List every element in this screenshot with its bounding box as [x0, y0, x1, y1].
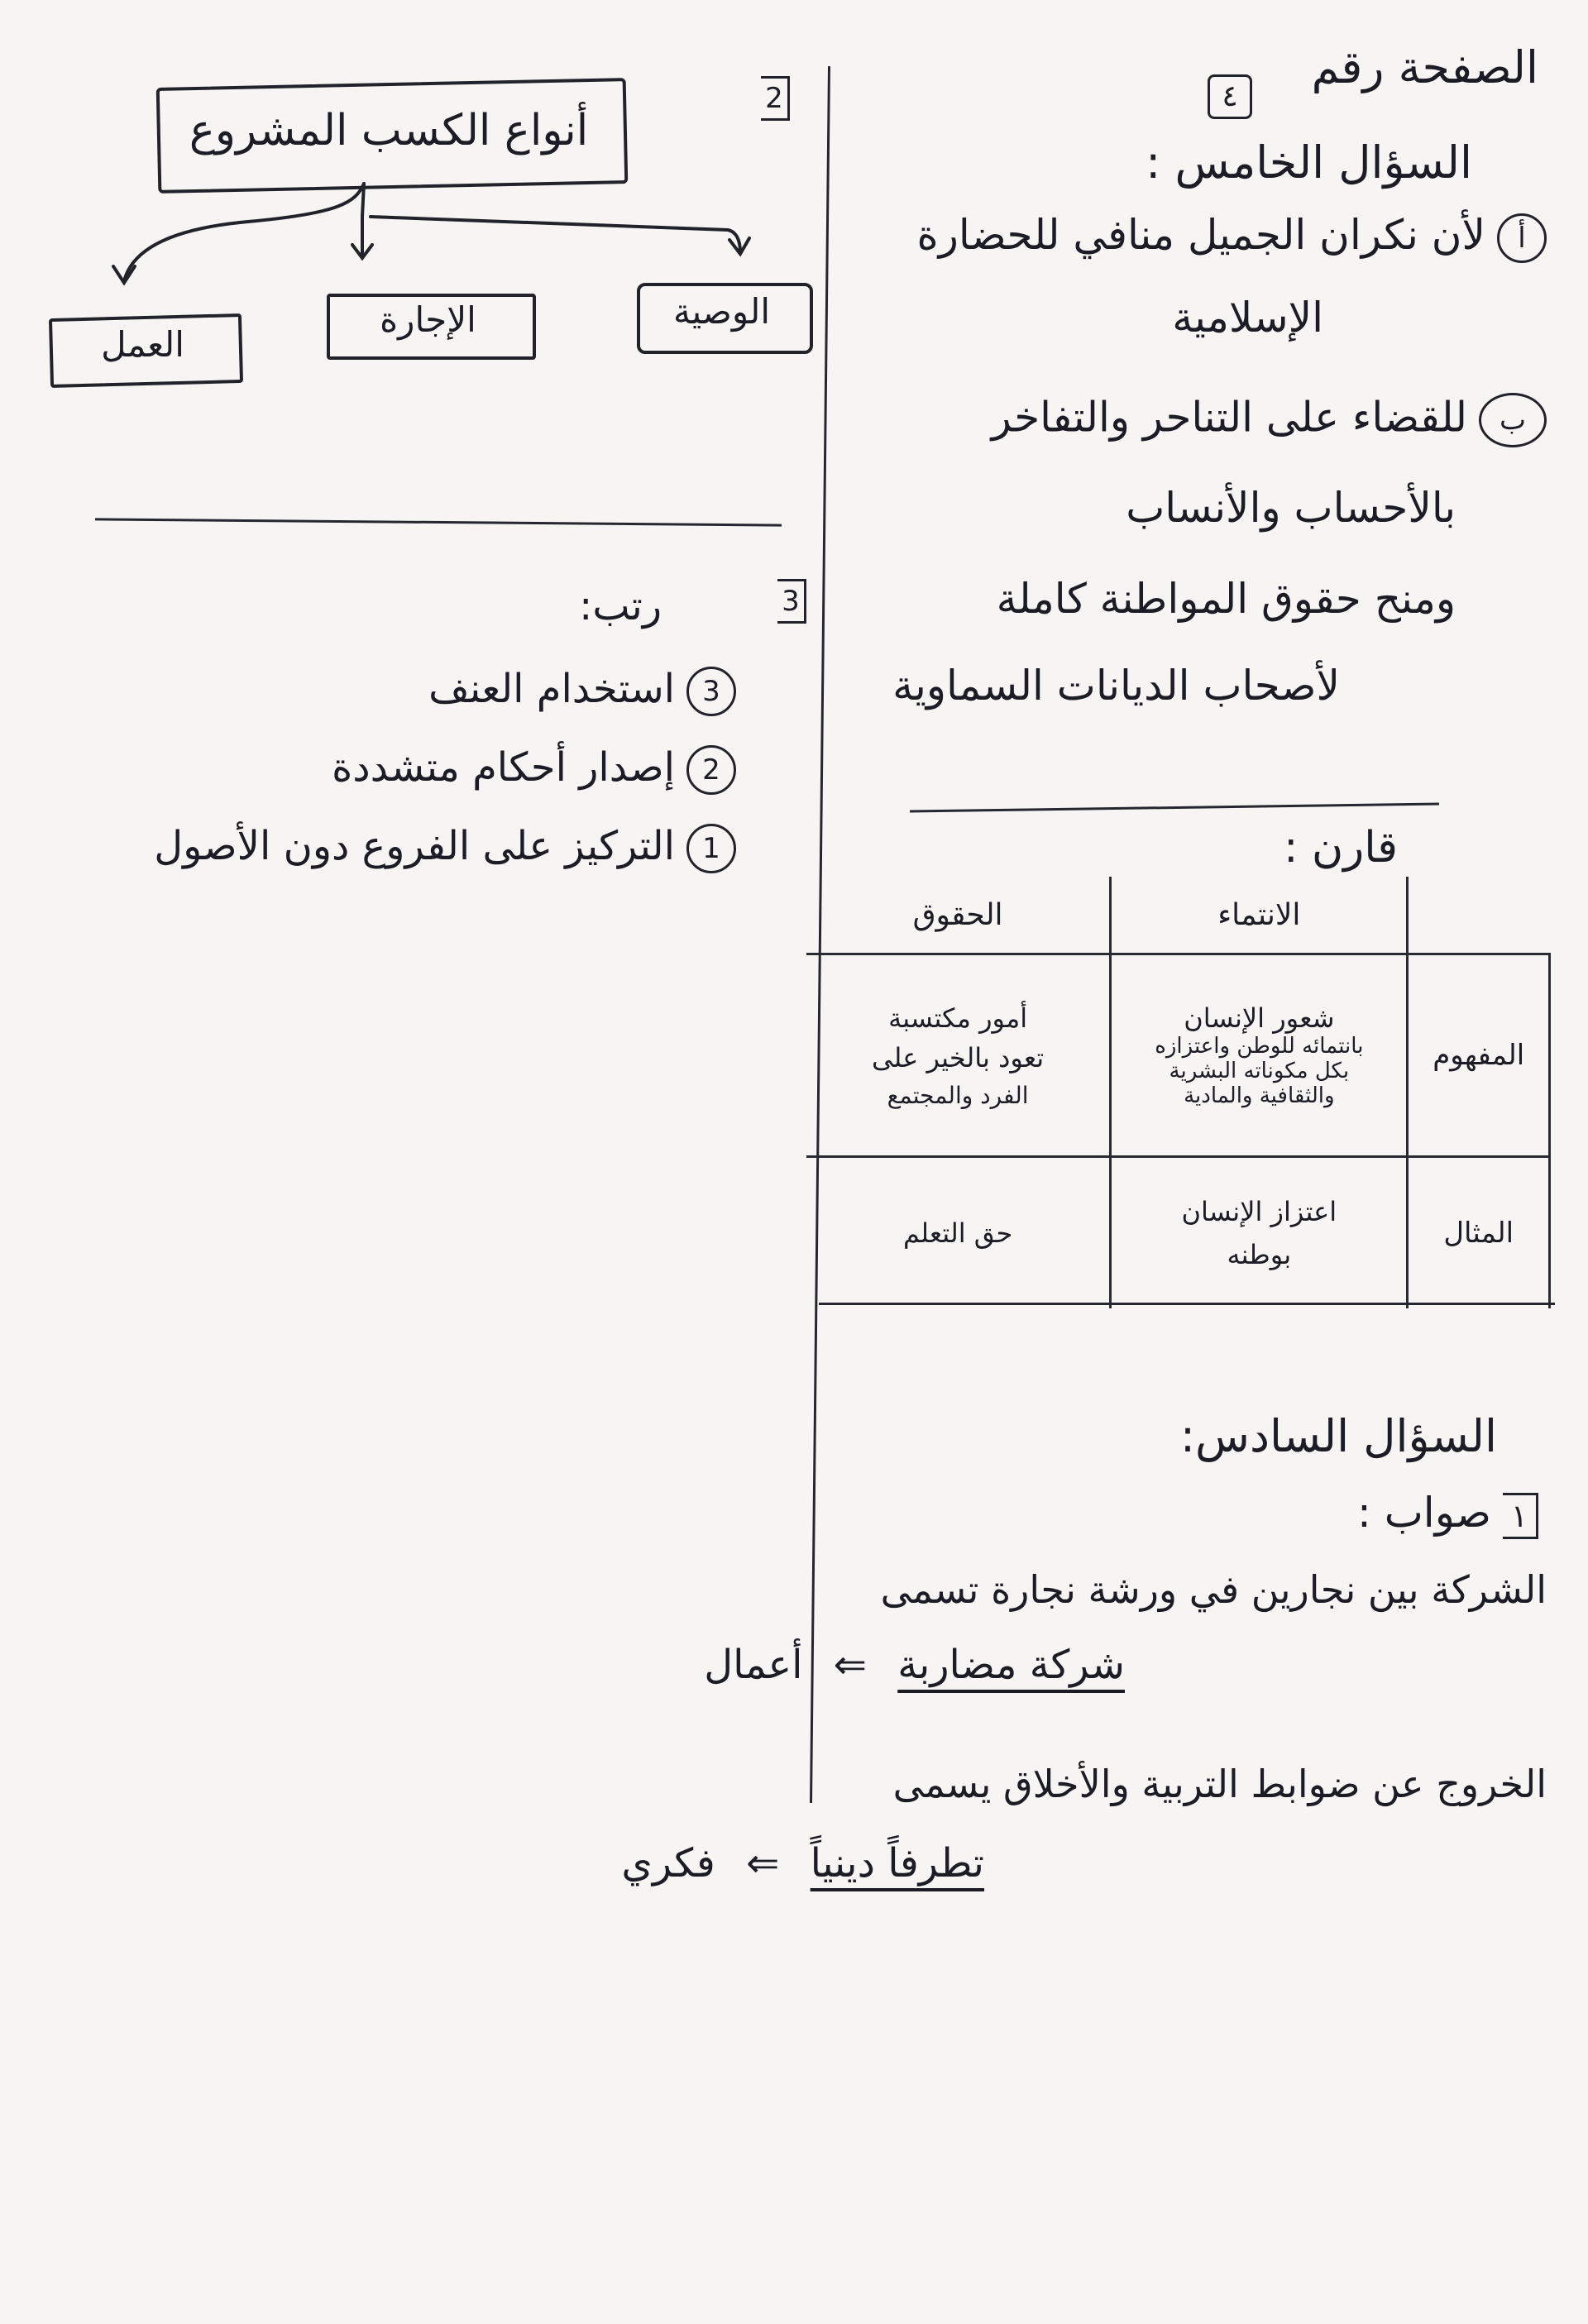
compare-title: قارن :	[1283, 823, 1398, 873]
cell-line: تعود بالخير على	[871, 1041, 1045, 1074]
table-cell-example-rights: حق التعلم	[806, 1157, 1111, 1309]
q6-line1: الشركة بين نجارين في ورشة نجارة تسمى	[880, 1567, 1547, 1612]
q6-wrong-term-2: تطرفاً دينياً	[810, 1840, 984, 1886]
table-row-concept-label: المفهوم	[1408, 954, 1550, 1157]
table-cell-example-belonging	[1111, 1157, 1408, 1309]
q5-b-line3: ومنح حقوق المواطنة كاملة	[996, 575, 1456, 623]
comparison-table	[806, 877, 1551, 1308]
q3-title: رتب:	[579, 583, 662, 629]
table-cell-concept-belonging	[1111, 954, 1408, 1157]
cell-line: بوطنه	[1227, 1239, 1292, 1270]
q3-item-1-num: 1	[686, 824, 736, 873]
cell-line: شعور الإنسان	[1184, 1002, 1335, 1034]
table-corner	[1408, 877, 1550, 954]
q6-line4	[621, 1840, 984, 1886]
q5-separator	[910, 803, 1439, 813]
table-header-rights: الحقوق	[806, 877, 1111, 954]
q2-item-3: العمل	[101, 324, 184, 365]
q6-sub: ١صواب :	[1357, 1489, 1538, 1539]
q3-number: 3	[777, 579, 806, 624]
q6-marker: ١	[1510, 1498, 1528, 1534]
arrow-icon: ⇐	[833, 1642, 867, 1688]
q3-item-2-num: 2	[686, 745, 736, 795]
table-row-example-label: المثال	[1408, 1157, 1550, 1309]
q6-line2	[704, 1642, 1125, 1688]
q6-line3: الخروج عن ضوابط التربية والأخلاق يسمى	[892, 1762, 1547, 1806]
q3-item-2: 2إصدار أحكام متشددة	[332, 744, 736, 795]
q5-b-line2: بالأحساب والأنساب	[1126, 484, 1456, 532]
cell-line: أمور مكتسبة	[888, 1002, 1028, 1034]
q3-item-1: 1التركيز على الفروع دون الأصول	[154, 823, 736, 873]
q2-number: 2	[761, 76, 790, 121]
q5-a-marker: أ	[1497, 213, 1547, 263]
page-label: الصفحة رقم	[1311, 41, 1538, 93]
q5-a-line2: الإسلامية	[1172, 294, 1323, 342]
q6-marker-box	[1503, 1493, 1538, 1539]
cell-line: بانتمائه للوطن واعتزازه	[1155, 1034, 1364, 1059]
q6-correct-term-2: فكري	[621, 1840, 715, 1886]
cell-line: بكل مكوناته البشرية	[1169, 1059, 1350, 1083]
q5-b-line4: لأصحاب الديانات السماوية	[892, 662, 1340, 710]
q2-separator	[95, 518, 782, 526]
table-cell-concept-rights	[806, 954, 1111, 1157]
q2-title: أنواع الكسب المشروع	[189, 106, 589, 155]
arrow-icon: ⇐	[746, 1840, 780, 1886]
q5-a-line1: ألأن نكران الجميل منافي للحضارة	[917, 211, 1547, 263]
q2-item-2: الإجارة	[380, 299, 476, 340]
q6-wrong-term: شركة مضاربة	[897, 1642, 1125, 1688]
cell-line: اعتزاز الإنسان	[1181, 1196, 1337, 1227]
q3-item-3: 3استخدام العنف	[428, 666, 736, 716]
q5-b-line1: بللقضاء على التناحر والتفاخر	[992, 393, 1547, 447]
q5-b-marker: ب	[1479, 393, 1547, 447]
table-bottom-rule	[819, 1303, 1555, 1305]
table-header-belonging: الانتماء	[1111, 877, 1408, 954]
q5-title: السؤال الخامس :	[1146, 136, 1472, 189]
q3-item-3-num: 3	[686, 667, 736, 716]
page-number-box	[1208, 74, 1252, 119]
page-number: ٤	[1222, 79, 1238, 113]
q6-title: السؤال السادس:	[1179, 1410, 1497, 1462]
cell-line: والثقافية والمادية	[1184, 1083, 1335, 1108]
cell-line: الفرد والمجتمع	[887, 1081, 1029, 1109]
q2-item-1: الوصية	[672, 291, 771, 332]
q6-correct-term: أعمال	[704, 1642, 803, 1688]
